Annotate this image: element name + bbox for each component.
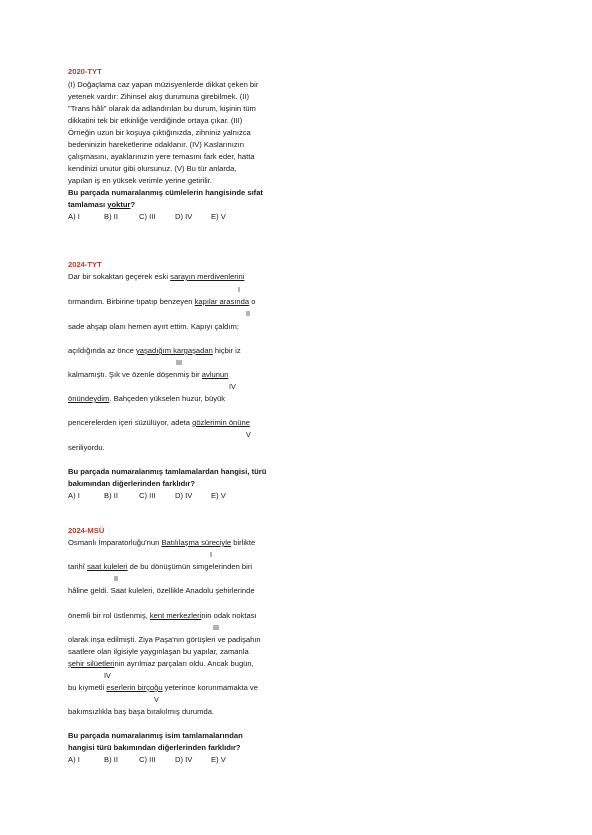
roman-marker: I	[238, 285, 240, 294]
passage-line: kendinizi unutur gibi olursunuz. (V) Bu tür anlarda,	[68, 164, 237, 173]
roman-marker: V	[154, 695, 159, 704]
option-d[interactable]: D) IV	[175, 755, 193, 764]
question-prompt: bakımından diğerlerinden farklıdır?	[68, 479, 196, 488]
passage-line: seriliyordu.	[68, 443, 105, 452]
passage-line: yapılan iş en yüksek verimle yerine getirilir.	[68, 176, 212, 185]
roman-marker: III	[176, 358, 182, 367]
passage-line: "Trans hâli" olarak da adlandırılan bu durum, kişinin tüm	[68, 104, 256, 113]
option-e[interactable]: E) V	[211, 755, 226, 764]
option-c[interactable]: C) III	[139, 755, 156, 764]
passage-line: şehir silüetlerinin ayrılmaz parçaları oldu. Ancak bugün,	[68, 659, 254, 668]
roman-marker: II	[114, 574, 118, 583]
passage-line: bu kıymetli eserlerin birçoğu yeterince korunmamakta ve	[68, 683, 258, 692]
passage-line: (I) Doğaçlama caz yapan müzisyenlerde dikkat çeken bir	[68, 80, 259, 89]
question-prompt: tamlaması yoktur?	[68, 200, 136, 209]
passage-line: sade ahşap olanı hemen ayırt ettim. Kapıyı çaldım;	[68, 322, 239, 331]
passage-line: kalmamıştı. Şık ve özenle döşenmiş bir avlunun	[68, 370, 229, 379]
passage-line: bedeninizin hareketlerine odaklanır. (IV) Kaslarınızın	[68, 140, 245, 149]
option-d[interactable]: D) IV	[175, 212, 193, 221]
option-e[interactable]: E) V	[211, 212, 226, 221]
roman-marker: III	[213, 623, 219, 632]
passage-line: yetenek vardır: Zihinsel akış durumuna girebilmek. (II)	[68, 92, 250, 101]
passage-line: bakımsızlıkla baş başa bırakılmış durumda.	[68, 707, 215, 716]
passage-line: olarak inşa edilmişti. Ziya Paşa'nın görüşleri ve padişahın	[68, 635, 261, 644]
roman-marker: IV	[229, 382, 236, 391]
option-a[interactable]: A) I	[68, 755, 80, 764]
question-header: 2024-MSÜ	[68, 526, 105, 535]
passage-line: tırmandım. Birbirine tıpatıp benzeyen kapılar arasında o	[68, 297, 256, 306]
option-a[interactable]: A) I	[68, 491, 80, 500]
passage-line: pencerelerden içeri süzülüyor, adeta gözlerimin önüne	[68, 418, 250, 427]
question-prompt: Bu parçada numaralanmış tamlamalardan hangisi, türü	[68, 467, 267, 476]
passage-line: Örneğin uzun bir koşuya çıktığınızda, zihniniz yalnızca	[68, 128, 251, 137]
option-d[interactable]: D) IV	[175, 491, 193, 500]
option-c[interactable]: C) III	[139, 212, 156, 221]
option-a[interactable]: A) I	[68, 212, 80, 221]
passage-line: önündeydim. Bahçeden yükselen huzur, büyük	[68, 394, 226, 403]
passage-line: dikkatini tek bir etkinliğe verdiğinde ortaya çıkar. (III)	[68, 116, 243, 125]
option-c[interactable]: C) III	[139, 491, 156, 500]
roman-marker: IV	[104, 671, 111, 680]
question-prompt: Bu parçada numaralanmış cümlelerin hangisinde sıfat	[68, 188, 263, 197]
passage-line: önemli bir rol üstlenmiş, kent merkezlerinin odak noktası	[68, 611, 257, 620]
passage-line: Osmanlı İmparatorluğu'nun Batılılaşma süreciyle birlikte	[68, 538, 256, 547]
roman-marker: II	[246, 309, 250, 318]
question-header: 2024-TYT	[68, 260, 102, 269]
question-prompt: hangisi türü bakımından diğerlerinden farklıdır?	[68, 743, 241, 752]
option-b[interactable]: B) II	[104, 491, 118, 500]
passage-line: açıldığında az önce yaşadığım kargaşadan hiçbir iz	[68, 346, 241, 355]
passage-line: tarihî saat kuleleri de bu dönüşümün simgelerinden biri	[68, 562, 253, 571]
passage-line: çalışmasını, ayaklarınızın yere temasını fark eder, hatta	[68, 152, 255, 161]
passage-line: Dar bir sokaktan geçerek eski sarayın merdivenlerini	[68, 272, 245, 281]
passage-line: saatlere olan ilgisiyle yaygınlaşan bu yapılar, zamanla	[68, 647, 249, 656]
roman-marker: V	[246, 430, 251, 439]
roman-marker: I	[210, 550, 212, 559]
question-header: 2020-TYT	[68, 67, 102, 76]
passage-line: hâline geldi. Saat kuleleri, özellikle Anadolu şehirlerinde	[68, 586, 255, 595]
option-b[interactable]: B) II	[104, 212, 118, 221]
option-e[interactable]: E) V	[211, 491, 226, 500]
question-prompt: Bu parçada numaralanmış isim tamlamalarından	[68, 731, 243, 740]
option-b[interactable]: B) II	[104, 755, 118, 764]
